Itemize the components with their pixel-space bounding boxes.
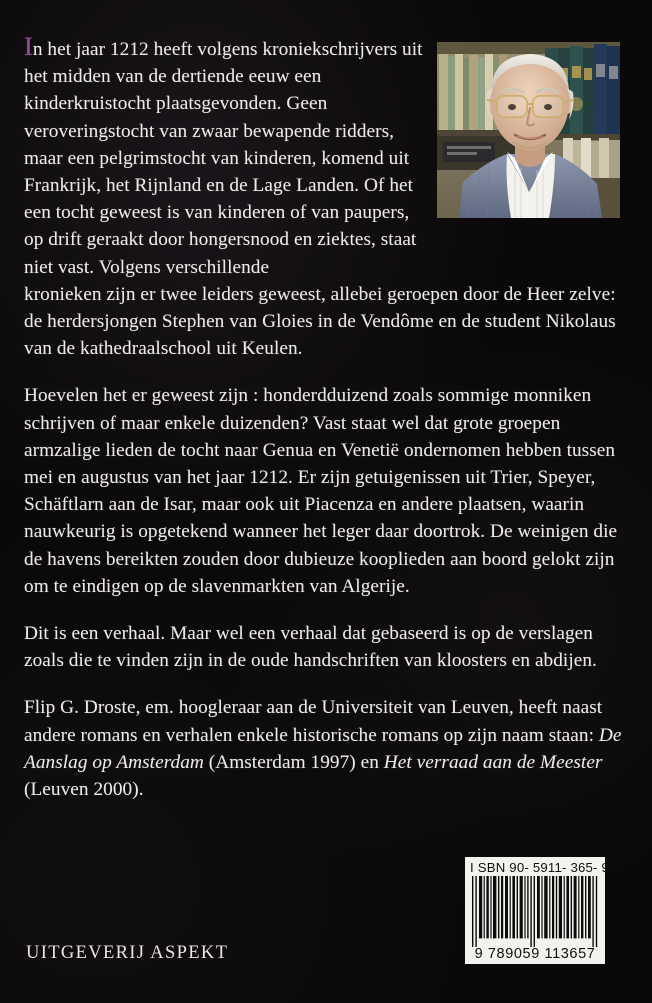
isbn-number: I SBN 90- 5911- 365- 9 <box>470 860 610 875</box>
blurb-paragraph-1-text: n het jaar 1212 heeft volgens kroniekschrijvers uit het midden van de dertiende eeuw een kinderkruistocht plaatsgevonden. Geen veroveringstocht van zwaar bewapende ridders, maar een pelgrimstocht van kinderen, komend uit Frankrijk, het Rijnland en de Lage Landen. Of het een tocht geweest is van kinderen of van paupers, op drift geraakt door hongersnood en ziektes, staat niet vast. Volgens verschillende <box>24 39 423 278</box>
isbn-barcode <box>465 857 610 964</box>
barcode-bars <box>470 876 600 947</box>
blurb-paragraph-2: Hoevelen het er geweest zijn : honderdduizend zoals sommige monniken schrijven of maar enkele duizenden? Vast staat wel dat grote groepen armzalige lieden de tocht naar Genua en Venetië ondernomen hebben tussen mei en augustus van het jaar 1212. Er zijn getuigenissen uit Trier, Speyer, Schäftlarn aan de Isar, maar ook uit Piacenza en andere plaatsen, waarin nauwkeurig is opgetekend wanneer het leger daar doortrok. De weinigen die de havens bereikten zouden door dubieuze kooplieden aan boord gelokt zijn om te eindigen op de slavenmarkten van Algerije. <box>24 385 618 597</box>
barcode-digits: 9 789059 113657 <box>474 946 596 962</box>
author-bio-after: (Leuven 2000). <box>24 779 144 801</box>
blurb-paragraph-1-continued: kronieken zijn er twee leiders geweest, allebei geroepen door de Heer zelve: de herdersjongen Stephen van Gloies in de Vendôme en de student Nikolaus van de kathedraalschool uit Keulen. <box>24 283 616 360</box>
blurb-paragraph-1 <box>24 31 424 281</box>
blurb-paragraph-3: Dit is een verhaal. Maar wel een verhaal dat gebaseerd is op de verslagen zoals die te vinden zijn in de oude handschriften van kloosters en abdijen. <box>24 623 597 672</box>
author-bio-between: (Amsterdam 1997) en <box>203 751 384 773</box>
book-title-2: Het verraad aan de Meester <box>383 751 603 773</box>
blurb-text-column <box>24 31 628 823</box>
author-bio-paragraph <box>24 694 628 803</box>
book-title-1: De Aanslag op Amsterdam <box>24 724 622 773</box>
author-bio-intro: Flip G. Droste, em. hoogleraar aan de Universiteit van Leuven, heeft naast andere romans en verhalen enkele historische romans op zijn naam staan: <box>24 697 603 746</box>
drop-cap: I <box>24 31 33 61</box>
publisher-name: UITGEVERIJ ASPEKT <box>26 943 229 963</box>
